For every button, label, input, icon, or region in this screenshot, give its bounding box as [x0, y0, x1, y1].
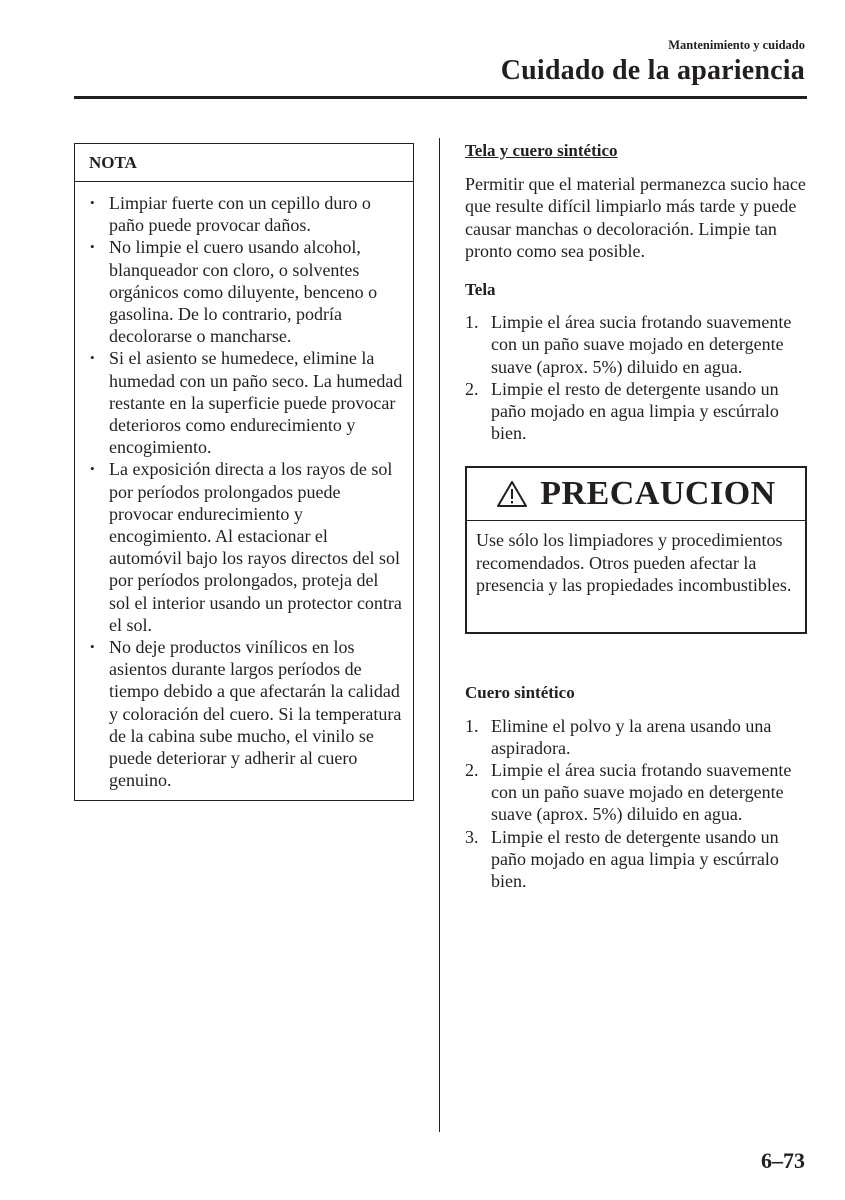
step-item	[465, 311, 810, 378]
step-number: 3.	[465, 826, 479, 847]
step-text: Limpie el área sucia frotando suavemente con un paño suave mojado en detergente suave (aprox. 5%) diluido en agua.	[491, 312, 792, 377]
step-text: Elimine el polvo y la arena usando una aspiradora.	[491, 715, 772, 758]
caution-header	[467, 468, 805, 521]
tela-heading: Tela	[465, 280, 496, 300]
tela-steps	[465, 311, 810, 444]
caution-title: PRECAUCION	[540, 475, 776, 513]
step-number: 1.	[465, 715, 479, 736]
header-divider	[74, 96, 807, 99]
step-number: 2.	[465, 378, 479, 399]
caution-body: Use sólo los limpiadores y procedimientos recomendados. Otros pueden afectar la presencia y las propiedades incombustibles.	[476, 530, 792, 595]
note-list	[75, 182, 413, 791]
section-label: Mantenimiento y cuidado	[668, 38, 805, 52]
step-item	[465, 715, 810, 759]
step-text: Limpie el resto de detergente usando un paño mojado en agua limpia y escúrralo bien.	[491, 378, 779, 444]
note-title: NOTA	[75, 144, 413, 182]
page-title: Cuidado de la apariencia	[500, 55, 805, 86]
note-box	[74, 143, 414, 801]
step-item	[465, 826, 810, 893]
step-text: Limpie el área sucia frotando suavemente con un paño suave mojado en detergente suave (aprox. 5%) diluido en agua.	[491, 760, 792, 825]
caution-box	[465, 466, 807, 634]
step-item	[465, 378, 810, 445]
note-item: • La exposición directa a los rayos de sol por períodos prolongados puede provocar endurecimiento y encogimiento. Al estacionar el automóvil bajo los rayos directos del sol por períodos prolongados, proteja del sol el interior usando un protector contra el sol.	[87, 458, 403, 636]
page-number: 6–73	[761, 1148, 805, 1173]
step-item	[465, 759, 810, 826]
note-item: • No limpie el cuero usando alcohol, blanqueador con cloro, o solventes orgánicos como diluyente, benceno o gasolina. De lo contrario, podría decolorarse o mancharse.	[87, 236, 403, 347]
right-column	[465, 140, 810, 892]
note-item: • Si el asiento se humedece, elimine la humedad con un paño seco. La humedad restante en la superficie puede provocar deterioros como endurecimiento y encogimiento.	[87, 347, 403, 458]
step-number: 1.	[465, 312, 479, 333]
note-item: • Limpiar fuerte con un cepillo duro o paño puede provocar daños.	[87, 192, 403, 236]
warning-triangle-icon	[496, 480, 528, 508]
column-divider	[439, 138, 440, 1132]
note-item: • No deje productos vinílicos en los asientos durante largos períodos de tiempo debido a que afectarán la calidad y coloración del cuero. Si la temperatura de la cabina sube mucho, el vinilo se puede deteriorar y adherir al cuero genuino.	[87, 636, 403, 791]
step-number: 2.	[465, 760, 479, 781]
cuero-heading: Cuero sintético	[465, 683, 575, 703]
step-text: Limpie el resto de detergente usando un paño mojado en agua limpia y escúrralo bien.	[491, 826, 779, 892]
fabric-section-intro: Permitir que el material permanezca sucio hace que resulte difícil limpiarlo más tarde y puede causar manchas o decoloración. Limpie tan pronto como sea posible.	[465, 174, 806, 261]
fabric-section-heading: Tela y cuero sintético	[465, 141, 618, 160]
cuero-steps	[465, 715, 810, 893]
